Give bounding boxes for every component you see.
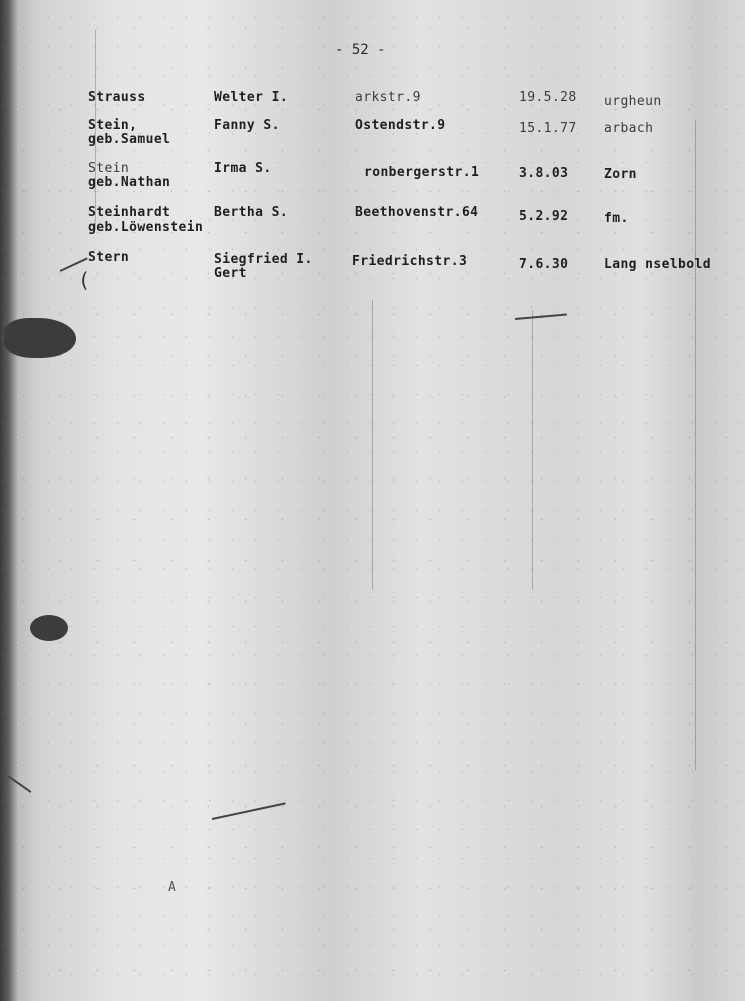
street-cell: arkstr.9 <box>355 90 421 105</box>
birthdate-cell: 5.2.92 <box>519 209 569 224</box>
page-number: - 52 - <box>335 42 386 58</box>
birthdate-cell: 15.1.77 <box>519 121 577 136</box>
first-name-cell: Bertha S. <box>214 205 289 220</box>
street-cell: Ostendstr.9 <box>355 118 446 133</box>
place-cell: arbach <box>604 121 654 136</box>
handwritten-mark: ( <box>78 268 91 292</box>
surname-cell: Stern <box>88 250 130 265</box>
place-cell: Lang nselbold <box>604 257 711 272</box>
first-name-cell: Welter I. <box>214 90 289 105</box>
street-cell: Beethovenstr.64 <box>355 205 479 220</box>
maiden-name-cell: geb.Löwenstein <box>88 220 204 235</box>
second-first-name-cell: Gert <box>214 266 247 281</box>
birthdate-cell: 3.8.03 <box>519 166 569 181</box>
first-name-cell: Irma S. <box>214 161 272 176</box>
fold-line <box>532 310 533 590</box>
fold-line <box>372 300 373 590</box>
place-cell: Zorn <box>604 167 637 182</box>
street-cell: Friedrichstr.3 <box>352 254 468 269</box>
ink-stain <box>4 318 76 358</box>
street-cell: ronbergerstr.1 <box>364 165 480 180</box>
surname-cell: Stein <box>88 161 130 176</box>
birthdate-cell: 19.5.28 <box>519 90 577 105</box>
maiden-name-cell: geb.Nathan <box>88 175 171 190</box>
fold-line <box>695 120 696 770</box>
place-cell: fm. <box>604 211 629 226</box>
place-cell: urgheun <box>604 94 662 109</box>
first-name-cell: Fanny S. <box>214 118 280 133</box>
birthdate-cell: 7.6.30 <box>519 257 569 272</box>
surname-cell: Stein, <box>88 118 138 133</box>
faint-mark: A <box>168 880 177 895</box>
ink-stain <box>30 615 68 641</box>
surname-cell: Steinhardt <box>88 205 171 220</box>
surname-cell: Strauss <box>88 90 146 105</box>
maiden-name-cell: geb.Samuel <box>88 132 171 147</box>
first-name-cell: Siegfried I. <box>214 252 313 267</box>
